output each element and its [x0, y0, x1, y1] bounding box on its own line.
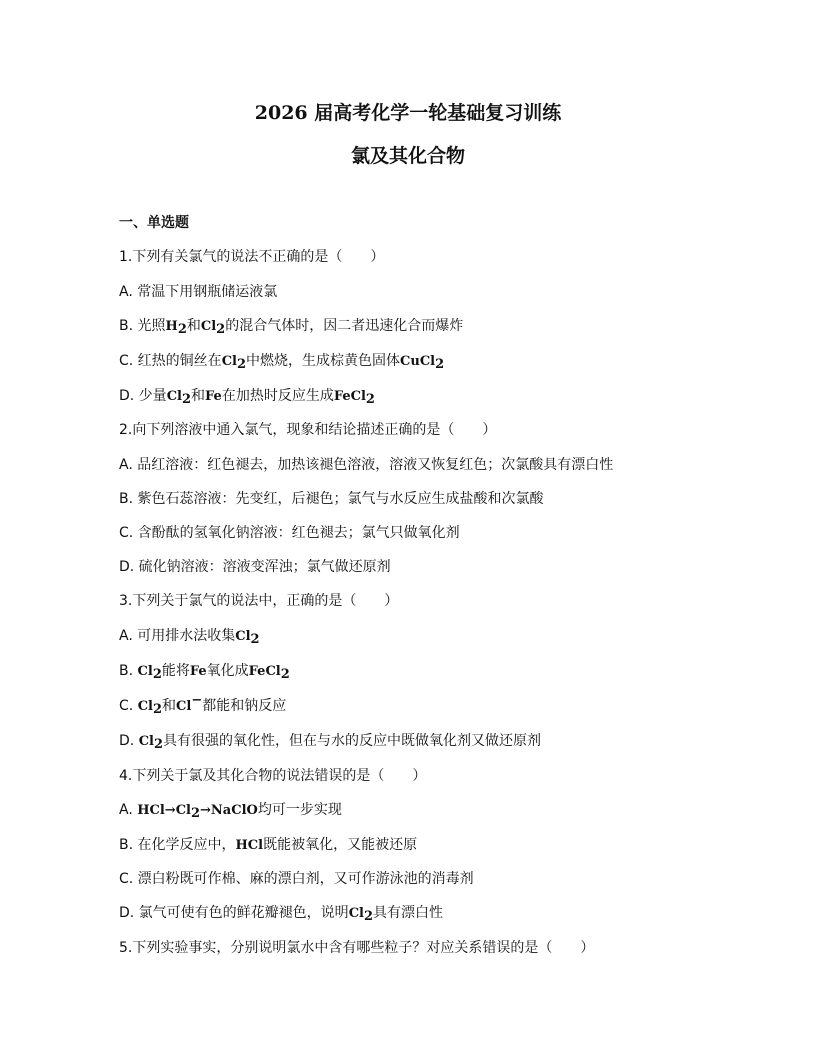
question-1-option-b: B. 光照$H_2$和$Cl_2$的混合气体时，因二者迅速化合而爆炸 — [119, 318, 464, 337]
question-2-option-a: A. 品红溶液：红色褪去，加热该褪色溶液，溶液又恢复红色；次氯酸具有漂白性 — [119, 457, 614, 473]
question-1-option-d: D. 少量$Cl_2$和Fe在加热时反应生成FeCl$_2$ — [119, 388, 375, 407]
question-3-stem: 3.下列关于氯气的说法中，正确的是（ ） — [119, 593, 399, 609]
document-title: 2026 届高考化学一轮基础复习训练 — [254, 102, 562, 124]
question-2-option-d: D. 硫化钠溶液：溶液变浑浊；氯气做还原剂 — [119, 559, 391, 575]
section-heading: 一、单选题 — [119, 215, 189, 231]
document-subtitle: 氯及其化合物 — [350, 145, 465, 167]
question-1-stem: 1.下列有关氯气的说法不正确的是（ ） — [119, 249, 385, 265]
question-4-option-b: B. 在化学反应中，HCl既能被氧化，又能被还原 — [119, 837, 418, 853]
question-4-stem: 4.下列关于氯及其化合物的说法错误的是（ ） — [119, 768, 427, 784]
question-2-option-b: B. 紫色石蕊溶液：先变红，后褪色；氯气与水反应生成盐酸和次氯酸 — [119, 491, 544, 507]
question-4-option-d: D. 氯气可使有色的鲜花瓣褪色，说明$Cl_2$具有漂白性 — [119, 905, 444, 924]
question-4-option-a: A. $HCl\to Cl_2\to NaClO$均可一步实现 — [119, 802, 342, 821]
question-5-stem: 5.下列实验事实，分别说明氯水中含有哪些粒子？对应关系错误的是（ ） — [119, 940, 595, 956]
question-3-option-c: C. $Cl_2$和Cl−都能和钠反应 — [119, 693, 287, 717]
question-1-option-c: C. 红热的铜丝在$Cl_2$中燃烧，生成棕黄色固体CuCl$_2$ — [119, 353, 445, 372]
question-2-stem: 2.向下列溶液中通入氯气，现象和结论描述正确的是（ ） — [119, 422, 497, 438]
question-4-option-c: C. 漂白粉既可作棉、麻的漂白剂，又可作游泳池的消毒剂 — [119, 871, 474, 887]
question-1-option-a: A. 常温下用钢瓶储运液氯 — [119, 284, 278, 300]
question-3-option-a: A. 可用排水法收集$Cl_2$ — [119, 628, 260, 647]
question-3-option-d: D. $Cl_2$具有很强的氧化性，但在与水的反应中既做氧化剂又做还原剂 — [119, 733, 542, 752]
question-3-option-b: B. $Cl_2$能将Fe氧化成FeCl$_2$ — [119, 663, 290, 682]
question-2-option-c: C. 含酚酞的氢氧化钠溶液：红色褪去；氯气只做氧化剂 — [119, 525, 460, 541]
